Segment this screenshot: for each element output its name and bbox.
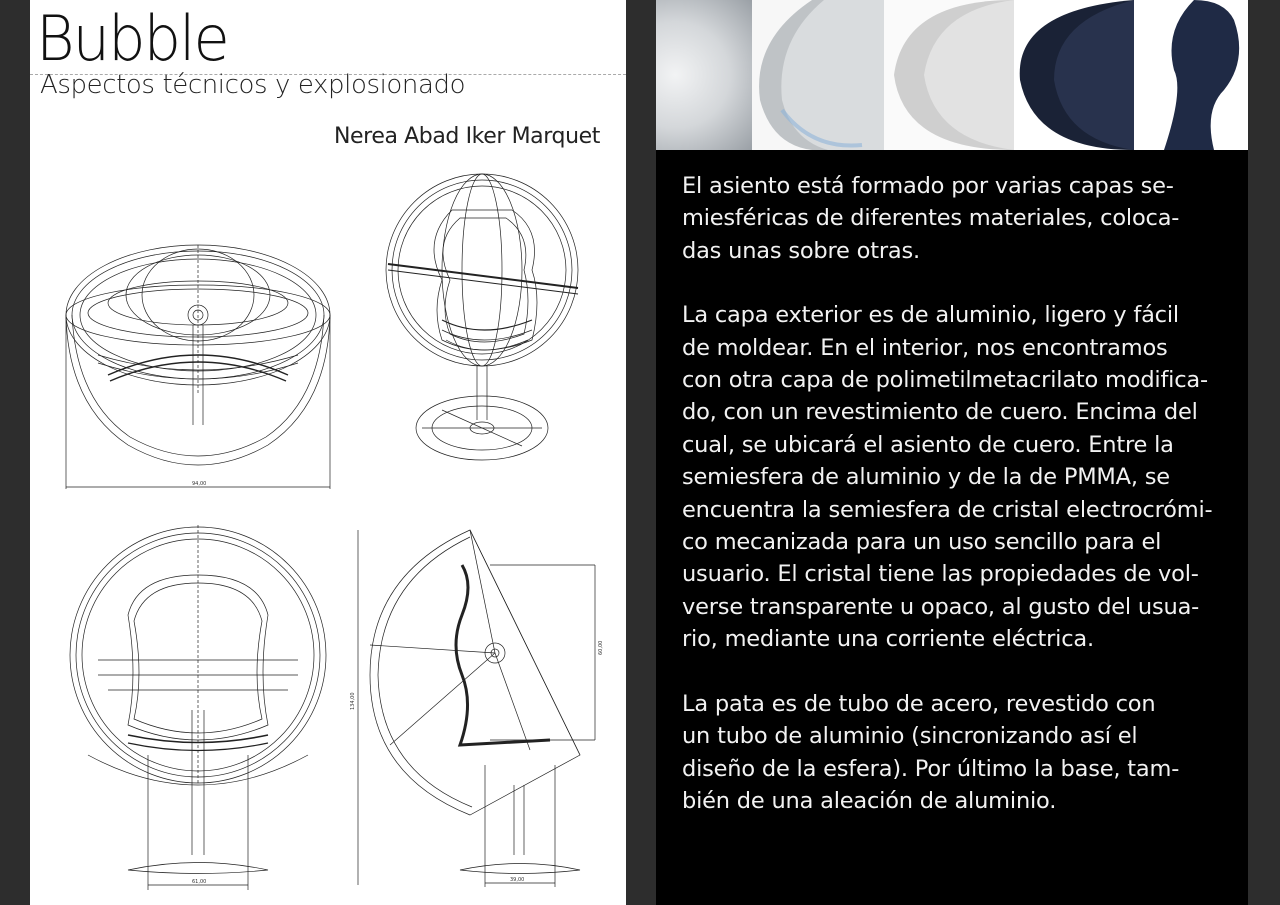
aluminium-shell-image [656, 0, 752, 150]
paragraph-intro: El asiento está formado por varias capas se- miesféricas de diferentes materiales, coloca- das unas sobre otras. [682, 173, 1180, 264]
side-inner-dimension: 60,00 [598, 640, 604, 655]
right-page [656, 0, 1248, 905]
paragraph-leg: La pata es de tubo de acero, revestido con un tubo de aluminio (sincronizando así el diseño de la esfera). Por último la base, tam- bién de una aleación de aluminio. [682, 690, 1180, 814]
authors: Nerea Abad Iker Marquet [333, 124, 600, 149]
page-subtitle: Aspectos técnicos y explosionado [40, 70, 466, 100]
paragraph-layers: La capa exterior es de aluminio, ligero y fácil de moldear. En el interior, nos encontramos con otra capa de polimetilmetacrilato modifica- do, con un revestimiento de cuero. Encima del cual, se ubicará el asiento de cuero. Entre la semiesfera de aluminio y de la de PMMA, se encuentra la semiesfera de cristal electrocrómi- co mecanizada para un uso sencillo para el usuario. El cristal tiene las propiedades de vol- verse transparente u opaco, al gusto del usua- rio, mediante una corriente eléctrica. [682, 302, 1213, 653]
material-layers-render [656, 0, 1248, 150]
front-width-dimension: 94,00 [192, 481, 207, 487]
side-base-dimension: 39,00 [510, 877, 525, 883]
perspective-wireframe [382, 170, 592, 480]
pmma-shell-image [752, 0, 884, 150]
front-elevation [58, 525, 338, 890]
left-page [30, 0, 626, 905]
front-base-dimension: 61,00 [192, 879, 207, 885]
front-view-wireframe [58, 225, 338, 495]
leather-seat-image [1154, 0, 1248, 150]
page-title: Bubble [36, 2, 228, 75]
leather-lining-image [1014, 0, 1154, 150]
description-text [682, 170, 1228, 817]
electrochromic-glass-image [884, 0, 1014, 150]
side-height-dimension: 134,00 [350, 692, 356, 710]
side-elevation [350, 525, 620, 890]
